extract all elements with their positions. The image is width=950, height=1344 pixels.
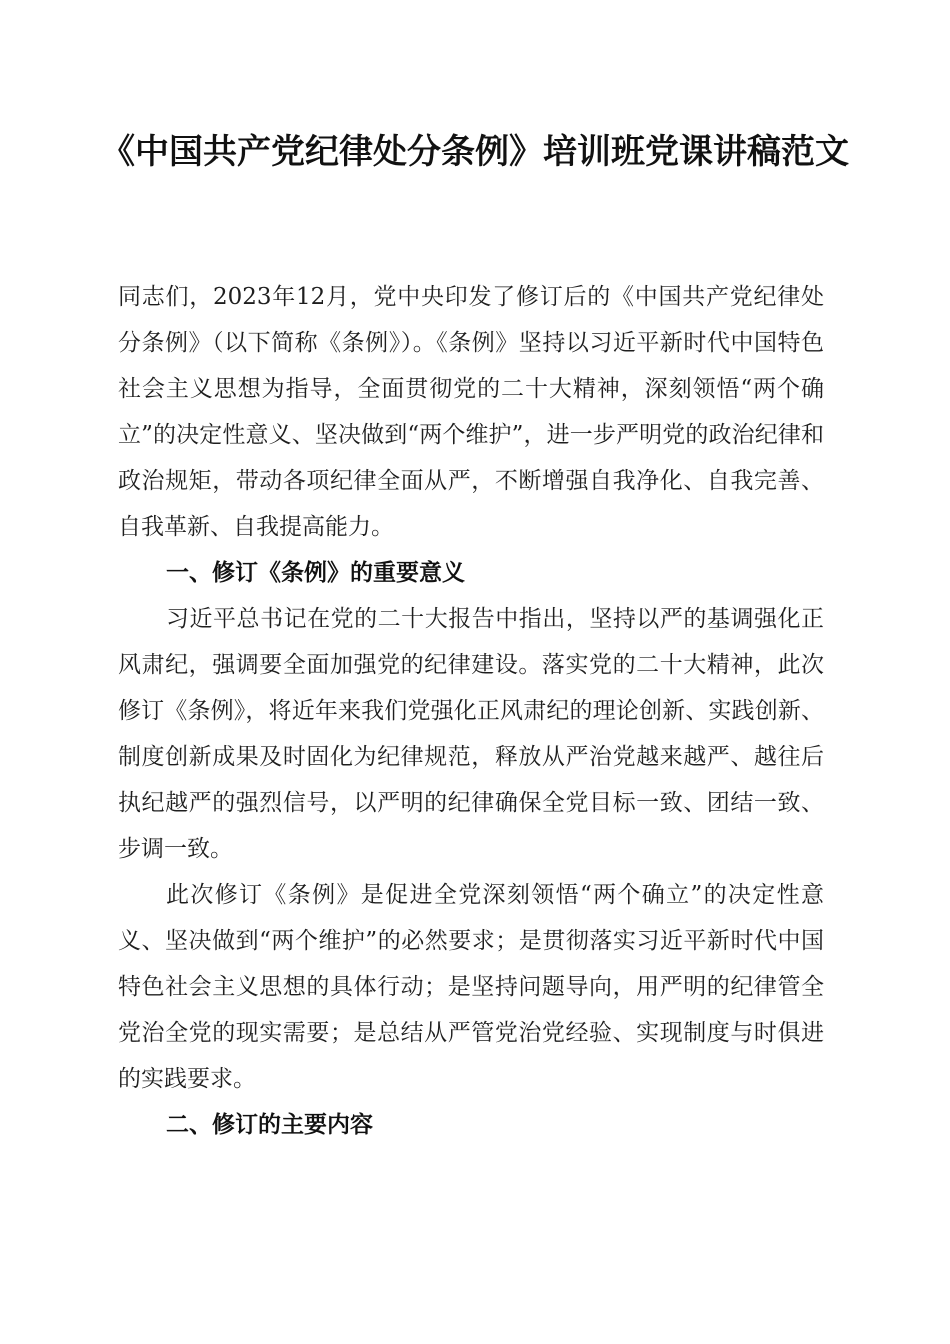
section1-paragraph-2: 此次修订《条例》是促进全党深刻领悟“两个确立”的决定性意义、坚决做到“两个维护”的必然要求；是贯彻落实习近平新时代中国特色社会主义思想的具体行动；是坚持问题导向，用严明的纪律管全党治全党的现实需要；是总结从严管党治党经验、实现制度与时俱进的实践要求。 <box>118 882 824 1092</box>
document-title: 《中国共产党纪律处分条例》培训班党课讲稿范文 <box>101 132 849 172</box>
document-body <box>118 274 824 1148</box>
section-heading-2: 二、修订的主要内容 <box>166 1112 373 1138</box>
section-heading-1: 一、修订《条例》的重要意义 <box>166 560 465 586</box>
section1-paragraph-1: 习近平总书记在党的二十大报告中指出，坚持以严的基调强化正风肃纪，强调要全面加强党的纪律建设。落实党的二十大精神，此次修订《条例》，将近年来我们党强化正风肃纪的理论创新、实践创新、制度创新成果及时固化为纪律规范，释放从严治党越来越严、越往后执纪越严的强烈信号，以严明的纪律确保全党目标一致、团结一致、步调一致。 <box>118 606 824 862</box>
intro-paragraph: 同志们，2023年12月，党中央印发了修订后的《中国共产党纪律处分条例》（以下简称《条例》）。《条例》坚持以习近平新时代中国特色社会主义思想为指导，全面贯彻党的二十大精神，深刻领悟“两个确立”的决定性意义、坚决做到“两个维护”，进一步严明党的政治纪律和政治规矩，带动各项纪律全面从严，不断增强自我净化、自我完善、自我革新、自我提高能力。 <box>118 284 824 540</box>
